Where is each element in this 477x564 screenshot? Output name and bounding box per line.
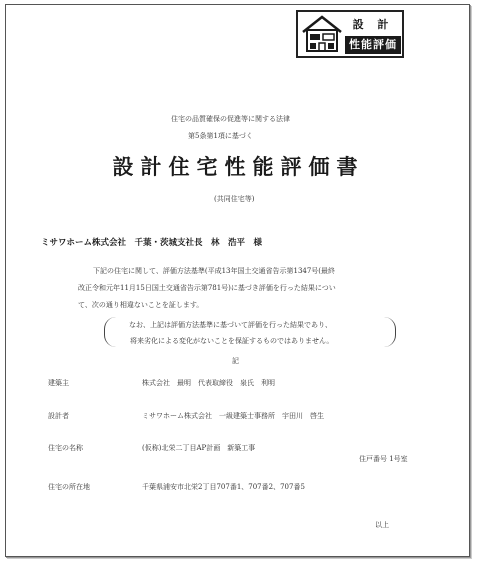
ki-heading: 記: [232, 357, 239, 365]
field-label-building-name: 住宅の名称: [48, 444, 83, 452]
body-text-line-3: て、次の通り相違ないことを証します。: [78, 301, 204, 309]
field-value-location: 千葉県浦安市北栄2丁目707番1、707番2、707番5: [142, 483, 305, 491]
unit-number: 住戸番号 1号室: [359, 455, 408, 463]
logo-text-design: 設 計: [352, 18, 394, 31]
body-text-line-2: 改正令和元年11月15日国土交通省告示第781号)に基づき評価を行った結果につい: [78, 284, 336, 292]
closing-text: 以上: [375, 521, 389, 529]
logo-text-performance-evaluation: 性能評価: [345, 36, 401, 54]
house-icon: [300, 14, 344, 54]
note-line-1: なお、上記は評価方法基準に基づいて評価を行った結果であり、: [129, 321, 332, 329]
document-subtitle: (共同住宅等): [214, 195, 255, 203]
article-reference-line: 第5条第1項に基づく: [188, 132, 253, 140]
field-label-location: 住宅の所在地: [48, 483, 90, 491]
field-value-building-name: (仮称)北栄二丁目AP計画 新築工事: [142, 444, 256, 452]
field-label-owner: 建築主: [48, 379, 69, 387]
evaluation-logo-seal: [296, 10, 404, 58]
field-value-owner: 株式会社 最明 代表取締役 泉氏 利明: [142, 379, 275, 387]
body-text-line-1: 下記の住宅に関して、評価方法基準(平成13年国土交通省告示第1347号(最終: [93, 267, 336, 275]
field-value-designer: ミサワホーム株式会社 一級建築士事務所 宇田川 啓生: [142, 412, 324, 420]
document-page: [5, 4, 470, 557]
field-label-designer: 設計者: [48, 412, 69, 420]
addressee: ミサワホーム株式会社 千葉・茨城支社長 林 浩平 様: [41, 238, 263, 248]
page-title: 設計住宅性能評価書: [112, 154, 365, 179]
note-line-2: 将来劣化による変化がないことを保証するものではありません。: [130, 337, 334, 345]
law-reference-line: 住宅の品質確保の促進等に関する法律: [171, 115, 290, 123]
